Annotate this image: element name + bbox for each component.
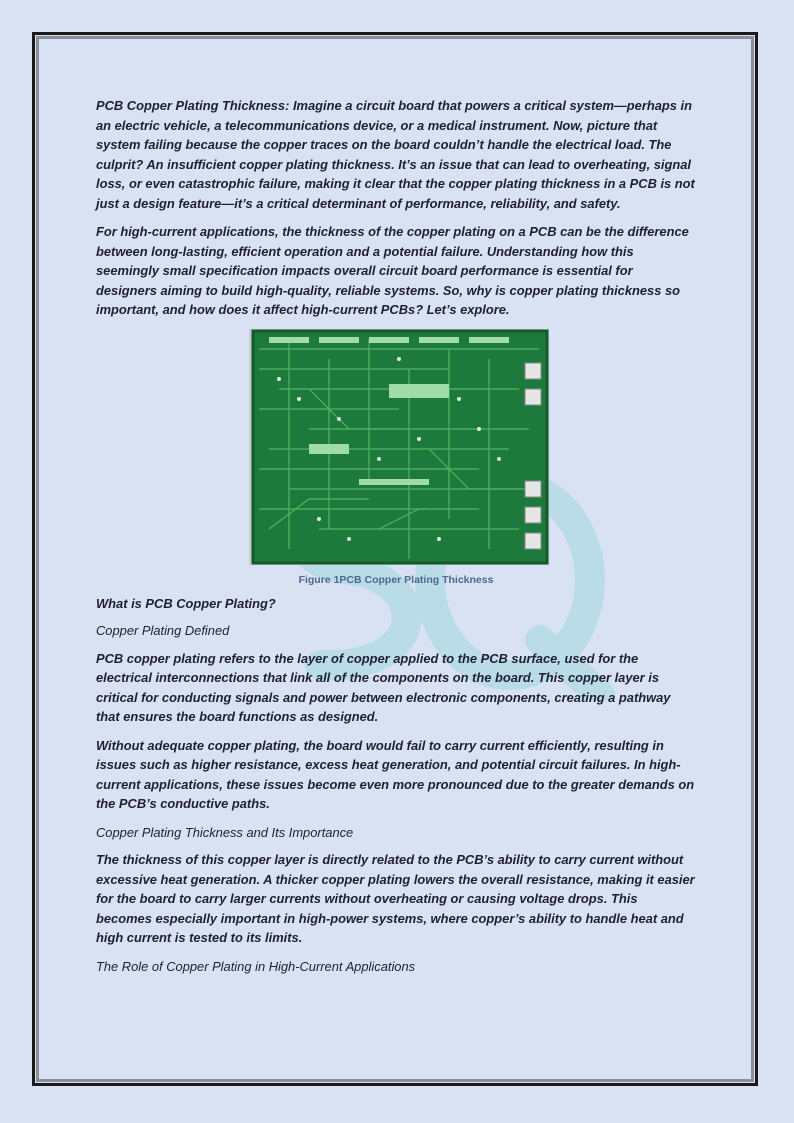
subheading-plating-defined: Copper Plating Defined	[96, 623, 230, 638]
document-body	[96, 96, 696, 984]
subheading-high-current-role: The Role of Copper Plating in High-Current Applications	[96, 958, 416, 974]
figure-caption: Figure 1PCB Copper Plating Thickness	[298, 573, 494, 586]
section1-paragraph-1: PCB copper plating refers to the layer of copper applied to the PCB surface, used for the electrical interconnections that link all of the components on the board. This copper layer is critical for conducting signals and power between electronic components, creating a pathway that ensures the board functions as designed.	[96, 650, 671, 724]
section-heading-what-is-plating: What is PCB Copper Plating?	[96, 595, 276, 611]
section2-paragraph-1: The thickness of this copper layer is directly related to the PCB’s ability to carry current without excessive heat generation. A thicker copper plating lowers the overall resistance, making it easier for the board to carry larger currents without overheating or causing voltage drops. This becomes especially important in high-power systems, where copper’s ability to handle heat and high current is tested to its limits.	[96, 852, 695, 945]
section1-paragraph-2: Without adequate copper plating, the board would fail to carry current efficiently, resulting in issues such as higher resistance, excess heat generation, and potential circuit failures. In high-current applications, these issues become even more pronounced due to the greater demands on the PCB’s conductive paths.	[96, 737, 695, 811]
subheading-thickness-importance: Copper Plating Thickness and Its Importance	[96, 824, 354, 840]
figure-pcb	[96, 329, 696, 586]
pcb-board-image	[249, 329, 549, 565]
intro-paragraph-2: For high-current applications, the thickness of the copper plating on a PCB can be the difference between long-lasting, efficient operation and a potential failure. Understanding how this seemingly small specification impacts overall circuit board performance is essential for designers aiming to build high-quality, reliable systems. So, why is copper plating thickness so important, and how does it affect high-current PCBs? Let’s explore.	[96, 224, 689, 317]
intro-paragraph-1: PCB Copper Plating Thickness: Imagine a circuit board that powers a critical system—perhaps in an electric vehicle, a telecommunications device, or a medical instrument. Now, picture that system failing because the copper traces on the board couldn’t handle the electrical load. The culprit? An insufficient copper plating thickness. It’s an issue that can lead to overheating, signal loss, or even catastrophic failure, making it clear that the copper plating thickness in a PCB is not just a design feature—it’s a critical determinant of performance, reliability, and safety.	[96, 98, 695, 211]
